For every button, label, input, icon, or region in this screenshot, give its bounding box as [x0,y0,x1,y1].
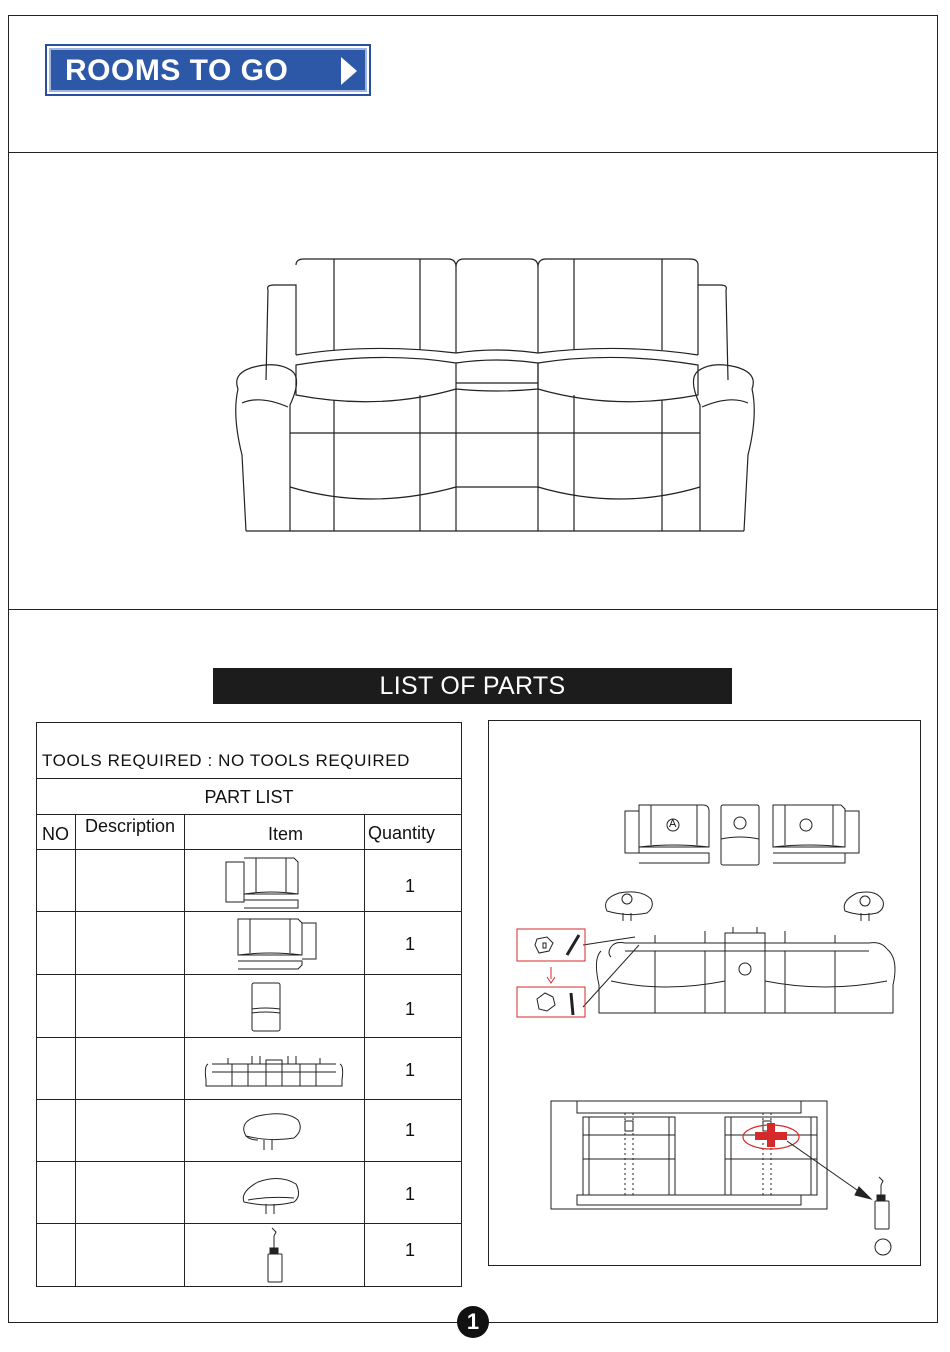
quantity-cell: 1 [405,876,416,896]
quantity-cell: 1 [405,934,416,954]
table-row [37,975,461,1038]
assembly-diagram-box [488,720,921,1266]
part-list-title: PART LIST [37,779,461,815]
table-row [37,1224,461,1286]
hardware-callout [515,927,587,1019]
brand-logo [45,44,371,96]
tools-required-row [37,723,461,779]
quantity-cell: 1 [405,1240,416,1260]
header-quantity: Quantity [368,823,436,843]
right-recliner-seat-icon [186,915,364,973]
quantity-cell: 1 [405,999,416,1019]
header-description: Description [85,816,176,836]
header-no: NO [42,824,69,844]
table-header [37,815,461,850]
seat-pieces-diagram [623,803,863,869]
table-row [37,1162,461,1224]
quantity-cell: 1 [405,1184,416,1204]
table-row [37,1038,461,1100]
logo-text: ROOMS TO GO [65,54,289,87]
left-recliner-seat-icon [186,854,364,912]
list-of-parts-banner: LIST OF PARTS [213,668,732,704]
table-row [37,1100,461,1162]
sofa-illustration [230,255,760,535]
logo-arrow-icon [341,57,357,85]
parts-table [36,722,462,1287]
left-backrest-icon [186,1108,364,1158]
table-row [37,912,461,975]
right-backrest-icon [186,1170,364,1222]
header-item: Item [268,824,304,844]
underside-frame-diagram [549,1099,919,1259]
quantity-cell: 1 [405,1120,416,1140]
sofa-base-icon [186,1050,364,1090]
table-row [37,850,461,912]
part-label-a: A [669,818,677,830]
header-divider [8,152,938,153]
section-divider [8,609,938,610]
center-console-icon [186,979,364,1035]
power-adapter-icon [186,1226,364,1284]
quantity-cell: 1 [405,1060,416,1080]
page-number: 1 [457,1306,489,1338]
tools-required-text: TOOLS REQUIRED : NO TOOLS REQUIRED [42,751,411,770]
